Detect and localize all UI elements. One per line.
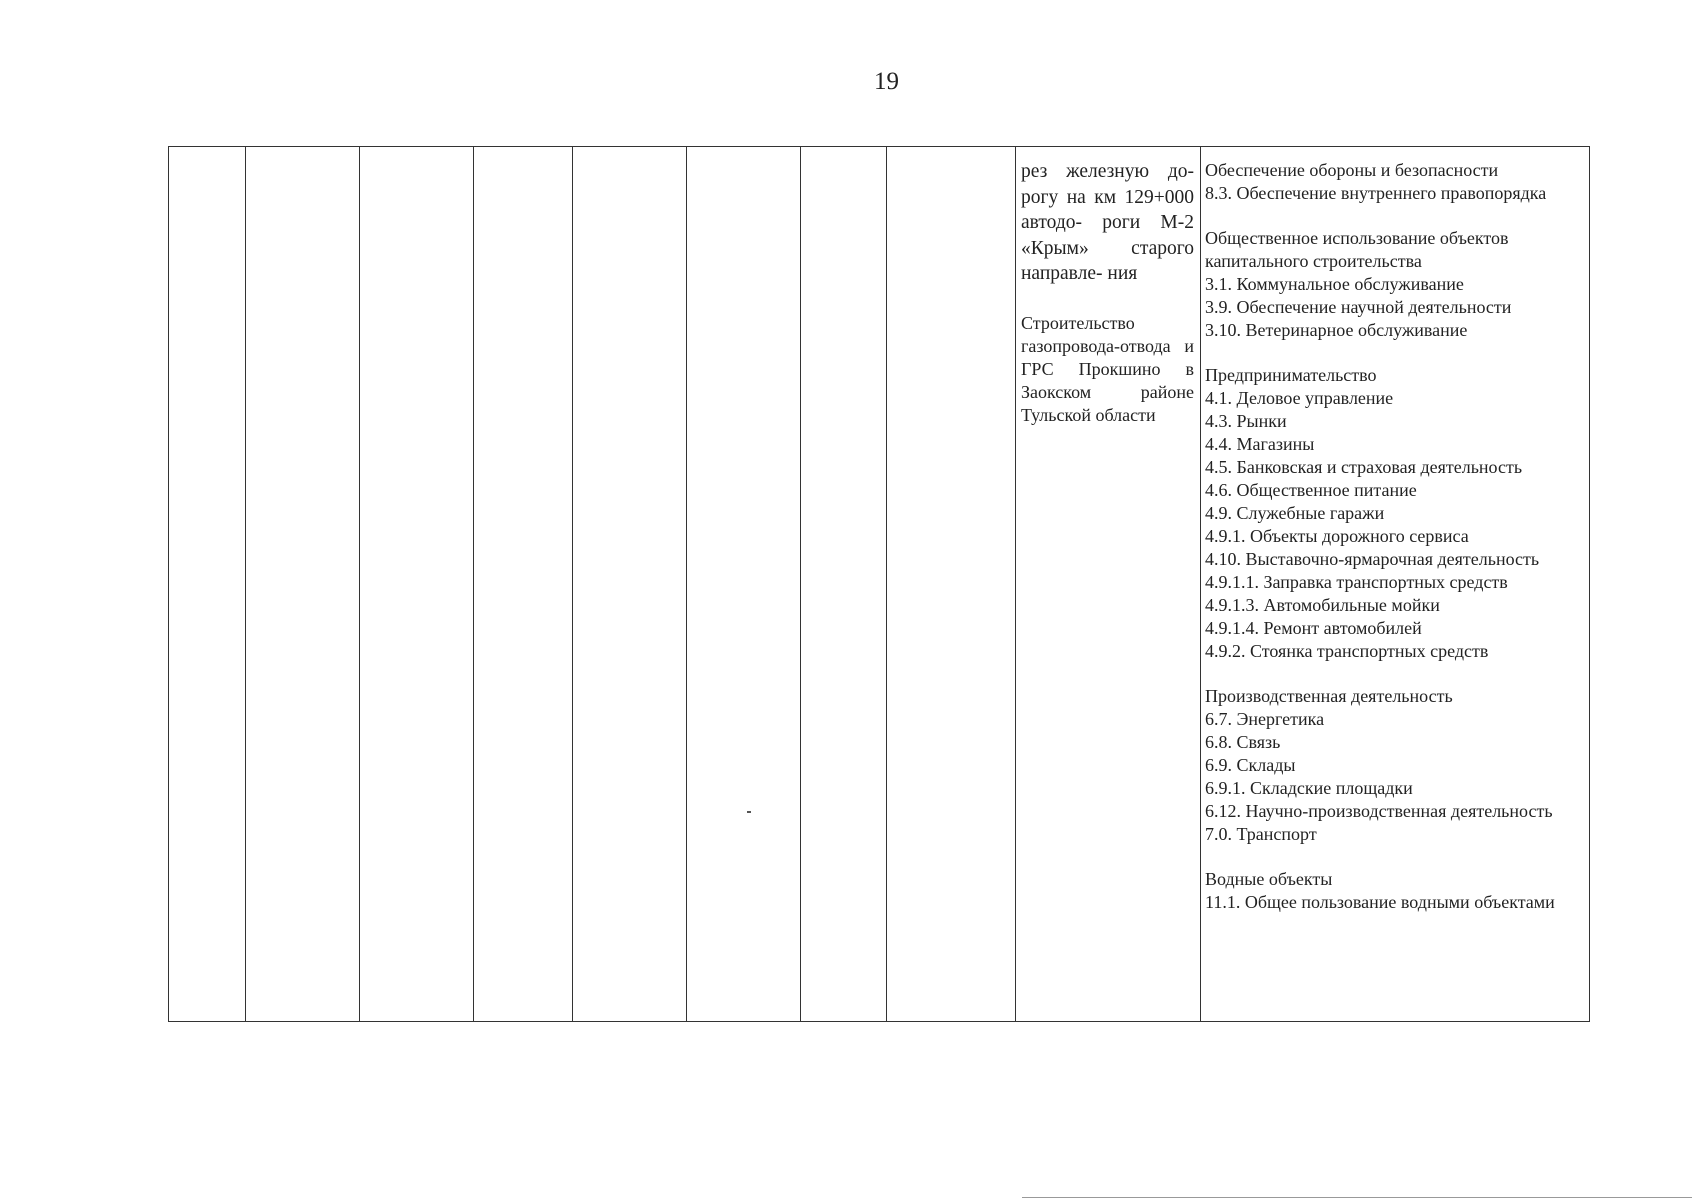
table-cell-empty-2 (246, 147, 360, 1022)
use-item: 4.10. Выставочно-ярмарочная деятельность (1205, 549, 1540, 569)
use-group-title: Производственная деятельность (1205, 686, 1453, 706)
use-group-title: Водные объекты (1205, 869, 1333, 889)
use-group (1205, 868, 1583, 914)
permitted-uses-cell (1201, 147, 1590, 1022)
use-item: 8.3. Обеспечение внутреннего правопорядка (1205, 183, 1547, 203)
use-item: 4.9.1.3. Автомобильные мойки (1205, 595, 1440, 615)
use-item: 3.9. Обеспечение научной деятельности (1205, 297, 1512, 317)
table-cell-empty-4 (474, 147, 573, 1022)
permitted-uses-list (1205, 159, 1583, 914)
description-text-2: Строительство газопровода-отвода и ГРС Прокшино в Заокском районе Тульской области (1021, 312, 1194, 425)
use-item: 4.6. Общественное питание (1205, 480, 1417, 500)
land-use-table (168, 146, 1590, 1022)
use-item: 6.8. Связь (1205, 732, 1281, 752)
use-item: 4.9.1.1. Заправка транспортных средств (1205, 572, 1508, 592)
scan-artifact-line (1022, 1197, 1692, 1198)
table-cell-empty-7 (801, 147, 887, 1022)
use-group (1205, 227, 1583, 342)
page-number: 19 (874, 68, 899, 95)
use-item: 6.7. Энергетика (1205, 709, 1325, 729)
table-cell-empty-5 (573, 147, 687, 1022)
use-group (1205, 685, 1583, 846)
use-item: 11.1. Общее пользование водными объектами (1205, 892, 1555, 912)
use-item: 3.1. Коммунальное обслуживание (1205, 274, 1464, 294)
use-item: 4.9.2. Стоянка транспортных средств (1205, 641, 1489, 661)
use-item: 6.9. Склады (1205, 755, 1296, 775)
use-item: 6.9.1. Складские площадки (1205, 778, 1413, 798)
use-item: 4.9. Служебные гаражи (1205, 503, 1385, 523)
table-row (169, 147, 1590, 1022)
use-item: 4.9.1. Объекты дорожного сервиса (1205, 526, 1469, 546)
description-text-1: рез железную до- рогу на км 129+000 автодо- роги М-2 «Крым» старого направле- ния (1021, 161, 1194, 284)
scan-artifact-speck (747, 811, 751, 813)
use-item: 4.9.1.4. Ремонт автомобилей (1205, 618, 1422, 638)
table-cell-empty-3 (360, 147, 474, 1022)
table-cell-empty-1 (169, 147, 246, 1022)
use-group-title: Обеспечение обороны и безопасности (1205, 160, 1499, 180)
use-item: 3.10. Ветеринарное обслуживание (1205, 320, 1468, 340)
use-item: 4.3. Рынки (1205, 411, 1287, 431)
use-group-title: Предпринимательство (1205, 365, 1377, 385)
use-item: 4.5. Банковская и страховая деятельность (1205, 457, 1523, 477)
use-item: 7.0. Транспорт (1205, 824, 1317, 844)
description-cell (1016, 147, 1201, 1022)
use-item: 6.12. Научно-производственная деятельность (1205, 801, 1553, 821)
use-group (1205, 159, 1583, 205)
table-cell-empty-8 (887, 147, 1016, 1022)
use-item: 4.4. Магазины (1205, 434, 1315, 454)
use-group (1205, 364, 1583, 663)
table-cell-empty-6 (687, 147, 801, 1022)
use-group-title: Общественное использование объектов капитального строительства (1205, 228, 1509, 271)
use-item: 4.1. Деловое управление (1205, 388, 1394, 408)
